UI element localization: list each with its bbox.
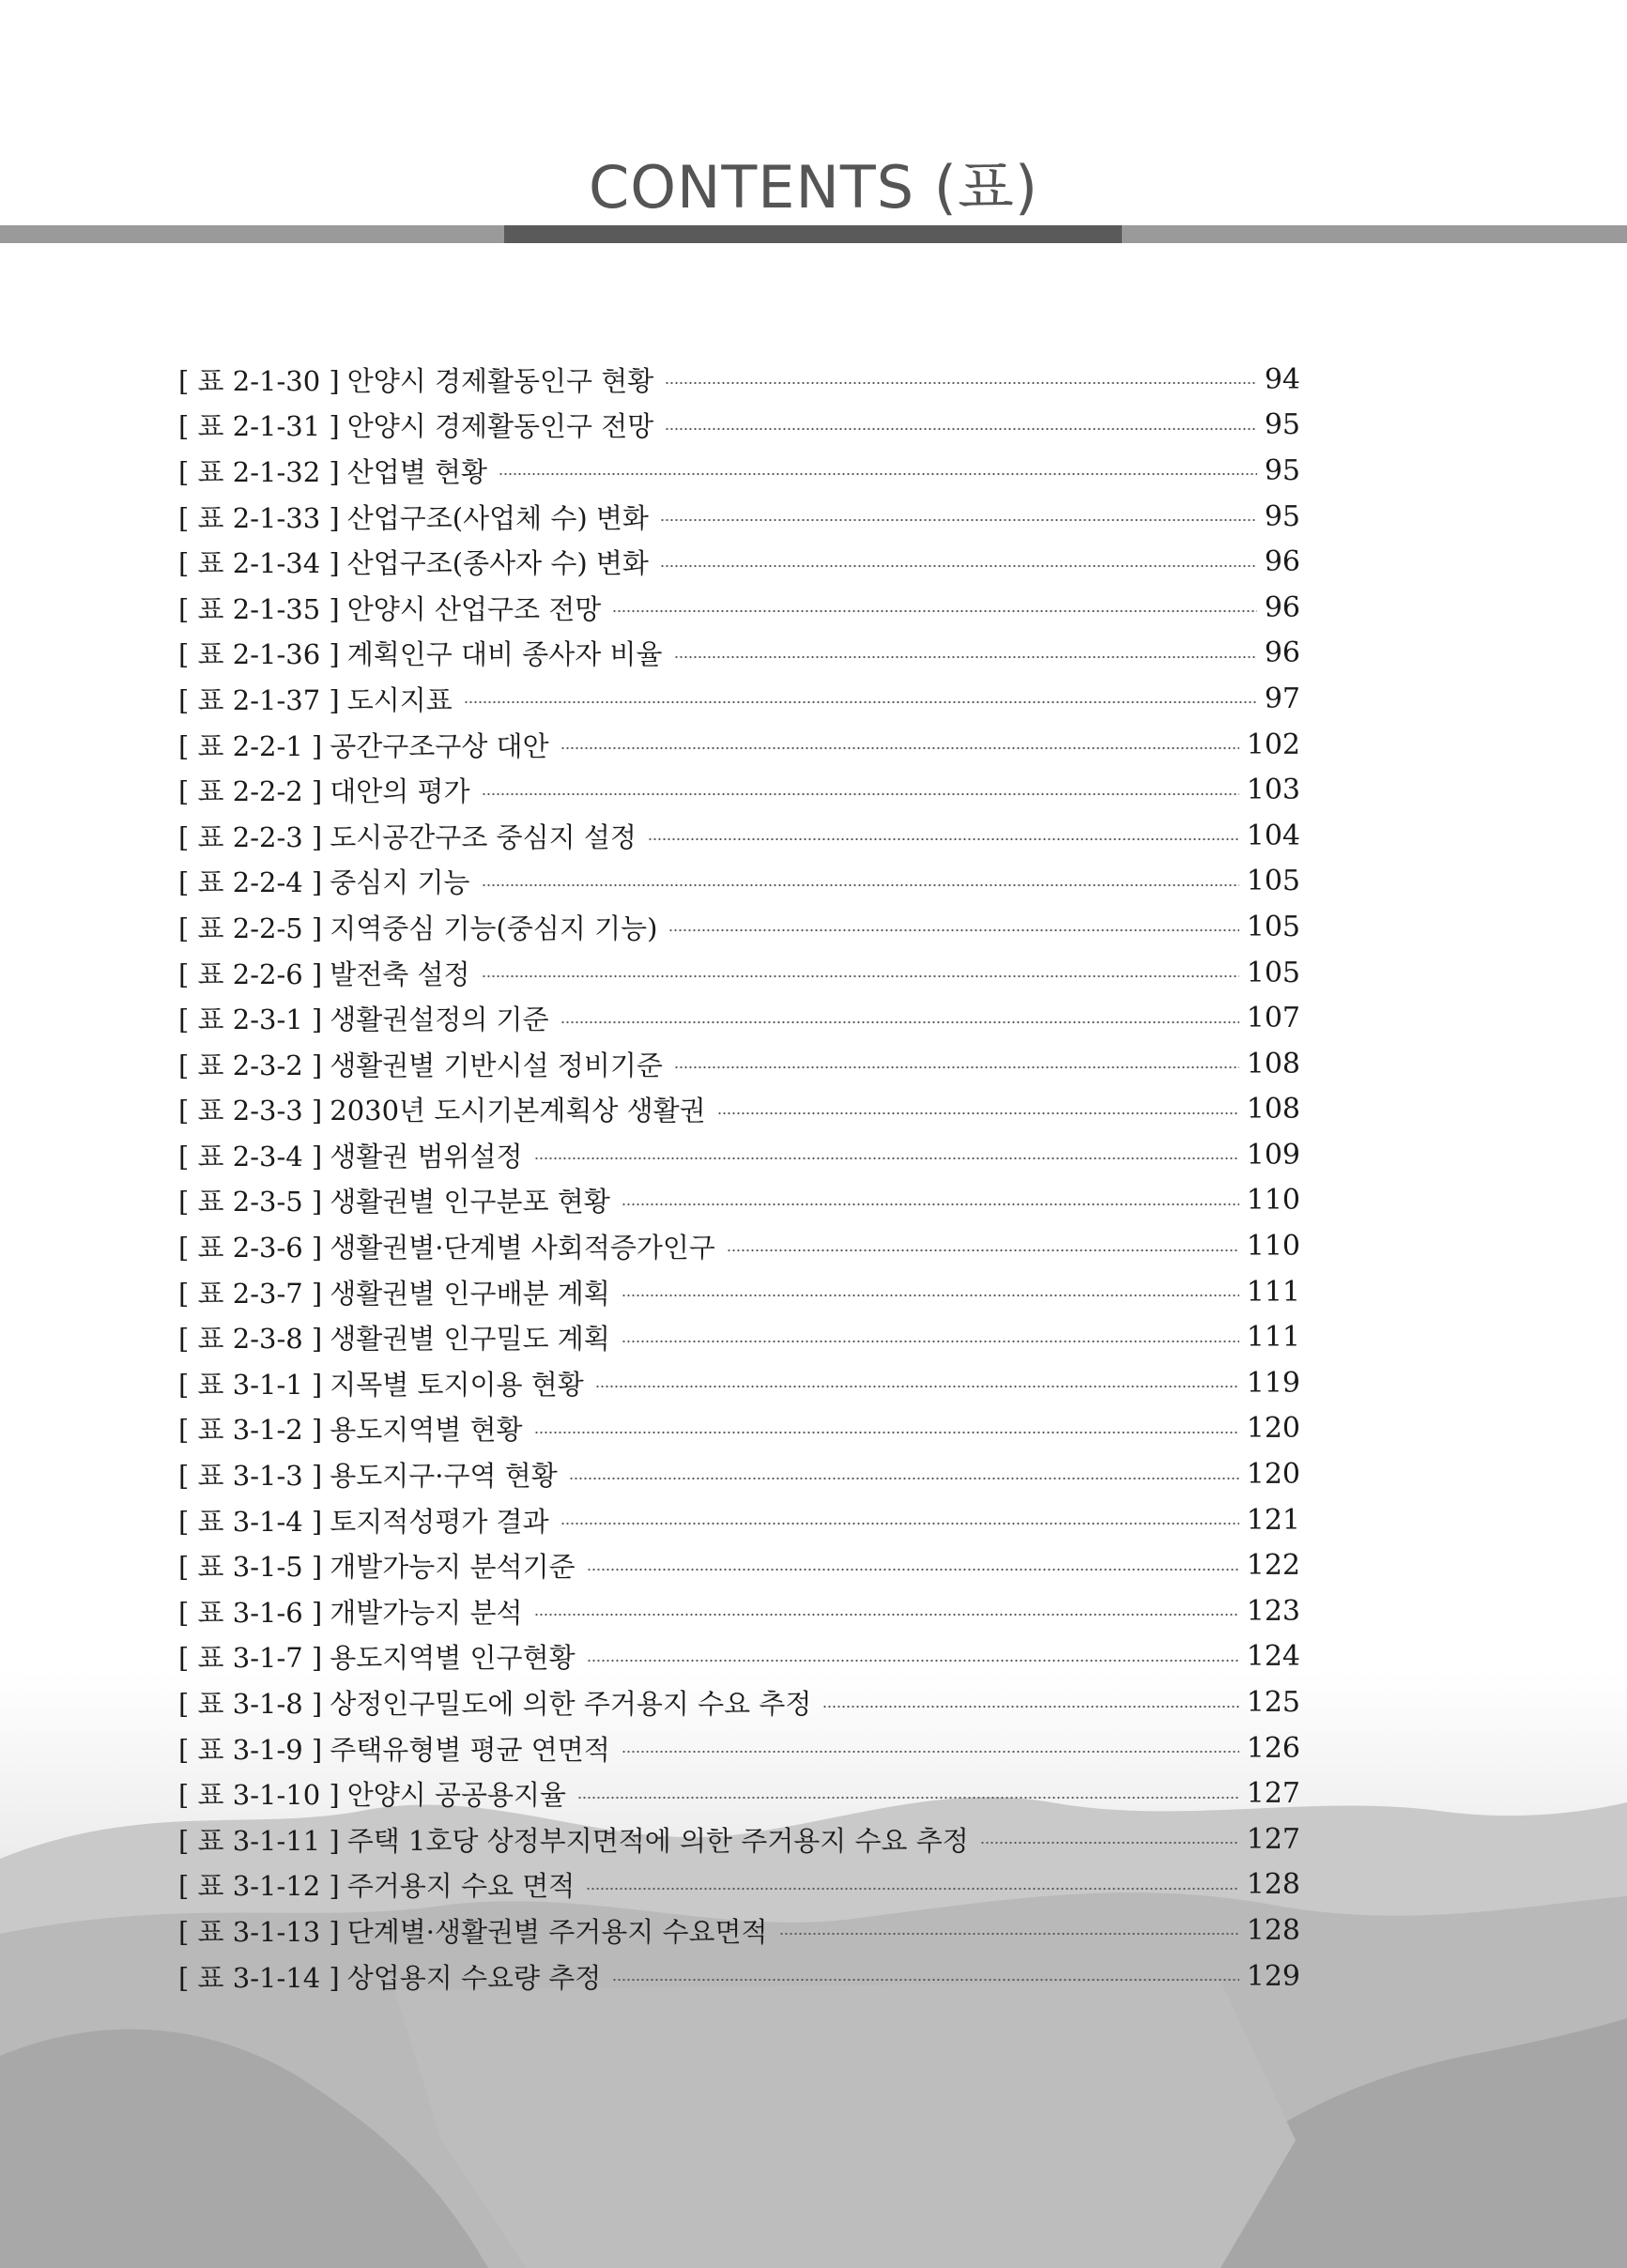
dot-leader xyxy=(560,1522,1239,1525)
toc-entry-title: 지역중심 기능(중심지 기능) xyxy=(330,912,658,944)
toc-entry-title: 용도지역별 인구현황 xyxy=(330,1642,576,1675)
dot-leader xyxy=(577,1796,1239,1800)
toc-entry-label xyxy=(178,1409,529,1448)
dot-leader xyxy=(622,1340,1239,1343)
toc-entry-number: [ 표 2-1-36 ] xyxy=(178,638,340,671)
toc-entry-number: [ 표 2-2-3 ] xyxy=(178,820,323,853)
dot-leader xyxy=(482,883,1239,887)
toc-entry-title: 지목별 토지이용 현황 xyxy=(330,1368,584,1401)
dot-leader xyxy=(612,609,1257,613)
toc-entry-number: [ 표 3-1-11 ] xyxy=(178,1824,340,1857)
dot-leader xyxy=(586,1887,1238,1891)
toc-entry-label xyxy=(178,543,654,581)
toc-entry-label xyxy=(178,1820,975,1859)
dot-leader xyxy=(668,928,1238,932)
dot-leader xyxy=(727,1249,1239,1252)
toc-entry-title: 산업구조(사업체 수) 변화 xyxy=(346,501,649,534)
dot-leader xyxy=(560,1020,1239,1024)
toc-entry[interactable] xyxy=(178,1041,1300,1087)
dot-leader xyxy=(534,1431,1239,1434)
toc-entry-page: 95 xyxy=(1264,408,1300,442)
dot-leader xyxy=(660,518,1257,522)
toc-entry-number: [ 표 2-3-4 ] xyxy=(178,1140,323,1172)
toc-entry-page: 102 xyxy=(1246,728,1300,761)
toc-entry-title: 도시지표 xyxy=(346,683,453,716)
toc-entry-number: [ 표 3-1-4 ] xyxy=(178,1505,323,1538)
toc-entry-label xyxy=(178,1318,616,1356)
toc-entry-label xyxy=(178,1455,563,1494)
toc-entry-page: 105 xyxy=(1246,865,1300,898)
toc-entry[interactable] xyxy=(178,1178,1300,1224)
toc-entry-title: 용도지구·구역 현황 xyxy=(330,1460,558,1493)
toc-entry-label xyxy=(178,726,555,764)
toc-entry-page: 125 xyxy=(1246,1686,1300,1720)
toc-entry[interactable] xyxy=(178,1314,1300,1360)
toc-entry-page: 109 xyxy=(1246,1138,1300,1172)
toc-entry-label xyxy=(178,1227,721,1265)
toc-entry-page: 105 xyxy=(1246,910,1300,943)
toc-entry[interactable] xyxy=(178,1908,1300,1954)
toc-entry-title: 생활권별 인구배분 계획 xyxy=(330,1277,610,1310)
toc-entry-title: 중심지 기능 xyxy=(330,866,470,899)
dot-leader xyxy=(595,1385,1239,1388)
toc-entry-title: 2030년 도시기본계획상 생활권 xyxy=(330,1095,706,1127)
toc-entry[interactable] xyxy=(178,813,1300,859)
toc-entry-page: 103 xyxy=(1246,774,1300,807)
toc-entry-label xyxy=(178,1865,580,1904)
toc-entry-title: 안양시 경제활동인구 현황 xyxy=(346,364,654,397)
toc-entry-page: 126 xyxy=(1246,1731,1300,1765)
toc-entry-title: 생활권별·단계별 사회적증가인구 xyxy=(330,1232,715,1264)
toc-entry-page: 97 xyxy=(1264,682,1300,715)
dot-leader xyxy=(499,472,1257,476)
toc-entry-label xyxy=(178,1911,774,1950)
toc-entry-number: [ 표 2-1-32 ] xyxy=(178,455,340,488)
toc-entry[interactable] xyxy=(178,1816,1300,1862)
toc-entry-label xyxy=(178,771,476,809)
toc-entry-number: [ 표 3-1-6 ] xyxy=(178,1596,323,1629)
toc-entry-title: 생활권설정의 기준 xyxy=(330,1004,549,1036)
dot-leader xyxy=(612,1978,1238,1982)
dot-leader xyxy=(482,974,1239,978)
toc-entry-number: [ 표 2-3-7 ] xyxy=(178,1277,323,1310)
toc-entry-label xyxy=(178,1045,668,1083)
toc-entry[interactable] xyxy=(178,448,1300,494)
toc-entry-title: 주택 1호당 상정부지면적에 의한 주거용지 수요 추정 xyxy=(346,1824,969,1857)
toc-entry-label xyxy=(178,360,659,399)
toc-entry-label xyxy=(178,1637,581,1676)
toc-entry-label xyxy=(178,954,476,992)
toc-entry-page: 123 xyxy=(1246,1594,1300,1628)
toc-entry-title: 계획인구 대비 종사자 비율 xyxy=(346,638,663,671)
toc-entry[interactable] xyxy=(178,494,1300,540)
toc-entry-title: 상정인구밀도에 의한 주거용지 수요 추정 xyxy=(330,1688,812,1721)
toc-entry-number: [ 표 2-1-31 ] xyxy=(178,410,340,443)
toc-entry-number: [ 표 3-1-10 ] xyxy=(178,1779,340,1812)
toc-entry-label xyxy=(178,452,493,490)
toc-entry-number: [ 표 3-1-14 ] xyxy=(178,1961,340,1994)
toc-entry-title: 상업용지 수요량 추정 xyxy=(346,1961,602,1994)
toc-entry-label xyxy=(178,680,458,718)
toc-entry-label xyxy=(178,634,668,672)
toc-entry[interactable] xyxy=(178,1634,1300,1680)
toc-entry[interactable] xyxy=(178,1770,1300,1816)
toc-entry-label xyxy=(178,999,555,1037)
toc-entry-title: 산업구조(종사자 수) 변화 xyxy=(346,547,649,580)
toc-entry-title: 안양시 경제활동인구 전망 xyxy=(346,410,654,443)
dot-leader xyxy=(779,1932,1239,1936)
toc-entry[interactable] xyxy=(178,1954,1300,2000)
toc-entry-title: 생활권별 인구분포 현황 xyxy=(330,1186,610,1218)
toc-entry-page: 111 xyxy=(1246,1275,1300,1309)
toc-entry-title: 단계별·생활권별 주거용지 수요면적 xyxy=(346,1915,768,1948)
toc-entry-title: 주택유형별 평균 연면적 xyxy=(330,1733,610,1766)
toc-entry-number: [ 표 3-1-9 ] xyxy=(178,1733,323,1766)
toc-entry[interactable] xyxy=(178,1087,1300,1133)
dot-leader xyxy=(587,1568,1239,1571)
toc-entry-title: 안양시 공공용지율 xyxy=(346,1779,567,1812)
toc-entry-page: 127 xyxy=(1246,1777,1300,1811)
toc-entry-label xyxy=(178,1136,529,1174)
toc-entry[interactable] xyxy=(178,1451,1300,1497)
toc-entry[interactable] xyxy=(178,950,1300,996)
toc-entry-number: [ 표 2-3-3 ] xyxy=(178,1095,323,1127)
toc-entry[interactable] xyxy=(178,403,1300,449)
toc-entry[interactable] xyxy=(178,1542,1300,1588)
dot-leader xyxy=(980,1841,1239,1845)
toc-entry-page: 96 xyxy=(1264,636,1300,670)
toc-entry-title: 발전축 설정 xyxy=(330,958,470,990)
toc-entry-label xyxy=(178,1181,616,1219)
toc-entry-number: [ 표 2-1-35 ] xyxy=(178,592,340,625)
toc-entry-number: [ 표 3-1-2 ] xyxy=(178,1414,323,1447)
toc-entry-number: [ 표 2-1-34 ] xyxy=(178,547,340,580)
toc-entry-label xyxy=(178,1729,616,1768)
dot-leader xyxy=(587,1659,1239,1663)
toc-entry-page: 96 xyxy=(1264,545,1300,579)
dot-leader xyxy=(822,1705,1238,1709)
toc-entry-number: [ 표 2-1-33 ] xyxy=(178,501,340,534)
toc-entry-number: [ 표 2-3-5 ] xyxy=(178,1186,323,1218)
table-of-contents xyxy=(178,357,1300,1999)
dot-leader xyxy=(622,1203,1239,1206)
toc-entry[interactable] xyxy=(178,1132,1300,1178)
toc-entry-label xyxy=(178,1501,555,1540)
title-rule-accent xyxy=(504,225,1122,243)
toc-entry-title: 공간구조구상 대안 xyxy=(330,729,549,762)
toc-entry-label xyxy=(178,1957,606,1996)
toc-entry-page: 108 xyxy=(1246,1047,1300,1080)
toc-entry-title: 도시공간구조 중심지 설정 xyxy=(330,820,637,853)
toc-entry-title: 생활권별 기반시설 정비기준 xyxy=(330,1049,663,1081)
toc-entry[interactable] xyxy=(178,995,1300,1041)
toc-entry-title: 산업별 현황 xyxy=(346,455,487,488)
toc-entry[interactable] xyxy=(178,1223,1300,1269)
toc-entry-page: 122 xyxy=(1246,1549,1300,1583)
dot-leader xyxy=(660,564,1257,568)
toc-entry-page: 95 xyxy=(1264,499,1300,533)
toc-entry-title: 토지적성평가 결과 xyxy=(330,1505,549,1538)
toc-entry-page: 120 xyxy=(1246,1458,1300,1492)
toc-entry[interactable] xyxy=(178,1725,1300,1771)
toc-entry-label xyxy=(178,498,654,536)
toc-entry-label xyxy=(178,1592,529,1631)
toc-entry[interactable] xyxy=(178,676,1300,722)
toc-entry-label xyxy=(178,1683,817,1722)
toc-entry[interactable] xyxy=(178,1269,1300,1315)
toc-entry[interactable] xyxy=(178,357,1300,403)
toc-entry-title: 개발가능지 분석기준 xyxy=(330,1551,576,1584)
toc-entry-page: 107 xyxy=(1246,1002,1300,1035)
toc-entry-number: [ 표 2-2-6 ] xyxy=(178,958,323,990)
toc-entry-page: 104 xyxy=(1246,819,1300,852)
toc-entry-number: [ 표 3-1-7 ] xyxy=(178,1642,323,1675)
toc-entry-label xyxy=(178,1774,572,1813)
toc-entry-title: 주거용지 수요 면적 xyxy=(346,1870,576,1903)
dot-leader xyxy=(674,1065,1239,1069)
toc-entry[interactable] xyxy=(178,1406,1300,1452)
toc-entry-number: [ 표 3-1-3 ] xyxy=(178,1460,323,1493)
toc-entry-page: 128 xyxy=(1246,1868,1300,1902)
dot-leader xyxy=(717,1111,1239,1115)
dot-leader xyxy=(560,746,1239,750)
toc-entry-title: 생활권 범위설정 xyxy=(330,1140,523,1172)
toc-entry-label xyxy=(178,1273,616,1311)
toc-entry-number: [ 표 3-1-8 ] xyxy=(178,1688,323,1721)
toc-entry-page: 110 xyxy=(1246,1184,1300,1218)
toc-entry-page: 95 xyxy=(1264,453,1300,487)
toc-entry-page: 119 xyxy=(1246,1366,1300,1400)
dot-leader xyxy=(534,1157,1239,1160)
toc-entry[interactable] xyxy=(178,1360,1300,1406)
toc-entry-page: 105 xyxy=(1246,956,1300,989)
toc-entry-page: 120 xyxy=(1246,1412,1300,1446)
toc-entry-page: 108 xyxy=(1246,1093,1300,1126)
toc-entry[interactable] xyxy=(178,1862,1300,1908)
toc-entry[interactable] xyxy=(178,585,1300,631)
dot-leader xyxy=(482,792,1239,796)
toc-entry-page: 110 xyxy=(1246,1230,1300,1264)
dot-leader xyxy=(665,381,1257,385)
toc-entry[interactable] xyxy=(178,1679,1300,1725)
toc-entry-title: 대안의 평가 xyxy=(330,775,470,808)
toc-entry-number: [ 표 3-1-5 ] xyxy=(178,1551,323,1584)
toc-entry-label xyxy=(178,589,606,627)
toc-entry-number: [ 표 2-3-6 ] xyxy=(178,1232,323,1264)
toc-entry-number: [ 표 3-1-12 ] xyxy=(178,1870,340,1903)
toc-entry[interactable] xyxy=(178,631,1300,677)
toc-entry-label xyxy=(178,1364,590,1402)
toc-entry-number: [ 표 3-1-13 ] xyxy=(178,1915,340,1948)
toc-entry-page: 111 xyxy=(1246,1321,1300,1355)
toc-entry-number: [ 표 2-3-8 ] xyxy=(178,1323,323,1356)
toc-entry[interactable] xyxy=(178,722,1300,768)
toc-entry-title: 개발가능지 분석 xyxy=(330,1596,523,1629)
toc-entry-page: 127 xyxy=(1246,1822,1300,1856)
dot-leader xyxy=(569,1477,1239,1480)
dot-leader xyxy=(674,655,1257,659)
toc-entry-label xyxy=(178,862,476,900)
toc-entry-page: 96 xyxy=(1264,590,1300,624)
dot-leader xyxy=(534,1613,1239,1617)
toc-entry-number: [ 표 2-3-2 ] xyxy=(178,1049,323,1081)
toc-entry-number: [ 표 2-1-30 ] xyxy=(178,364,340,397)
toc-entry-number: [ 표 2-2-2 ] xyxy=(178,775,323,808)
toc-entry-number: [ 표 2-3-1 ] xyxy=(178,1004,323,1036)
toc-entry-number: [ 표 2-2-1 ] xyxy=(178,729,323,762)
toc-entry-number: [ 표 2-2-4 ] xyxy=(178,866,323,899)
toc-entry-label xyxy=(178,908,663,946)
toc-entry-page: 94 xyxy=(1264,362,1300,396)
toc-entry-page: 128 xyxy=(1246,1913,1300,1947)
toc-entry-title: 생활권별 인구밀도 계획 xyxy=(330,1323,610,1356)
toc-entry-page: 129 xyxy=(1246,1959,1300,1993)
toc-entry-label xyxy=(178,1090,712,1128)
page-title: CONTENTS (표) xyxy=(588,153,1039,222)
toc-entry-label xyxy=(178,406,659,444)
toc-entry-number: [ 표 3-1-1 ] xyxy=(178,1368,323,1401)
dot-leader xyxy=(622,1750,1239,1754)
toc-entry[interactable] xyxy=(178,767,1300,813)
toc-entry[interactable] xyxy=(178,539,1300,585)
toc-entry-page: 124 xyxy=(1246,1640,1300,1674)
toc-entry-page: 121 xyxy=(1246,1503,1300,1537)
dot-leader xyxy=(665,427,1257,431)
dot-leader xyxy=(464,700,1257,704)
dot-leader xyxy=(648,837,1239,841)
toc-entry[interactable] xyxy=(178,859,1300,905)
toc-entry-number: [ 표 2-2-5 ] xyxy=(178,912,323,944)
toc-entry-title: 안양시 산업구조 전망 xyxy=(346,592,602,625)
toc-entry-label xyxy=(178,817,642,855)
toc-entry-title: 용도지역별 현황 xyxy=(330,1414,523,1447)
dot-leader xyxy=(622,1294,1239,1297)
toc-entry[interactable] xyxy=(178,904,1300,950)
toc-entry[interactable] xyxy=(178,1588,1300,1634)
toc-entry[interactable] xyxy=(178,1497,1300,1543)
toc-entry-label xyxy=(178,1546,581,1585)
toc-entry-number: [ 표 2-1-37 ] xyxy=(178,683,340,716)
